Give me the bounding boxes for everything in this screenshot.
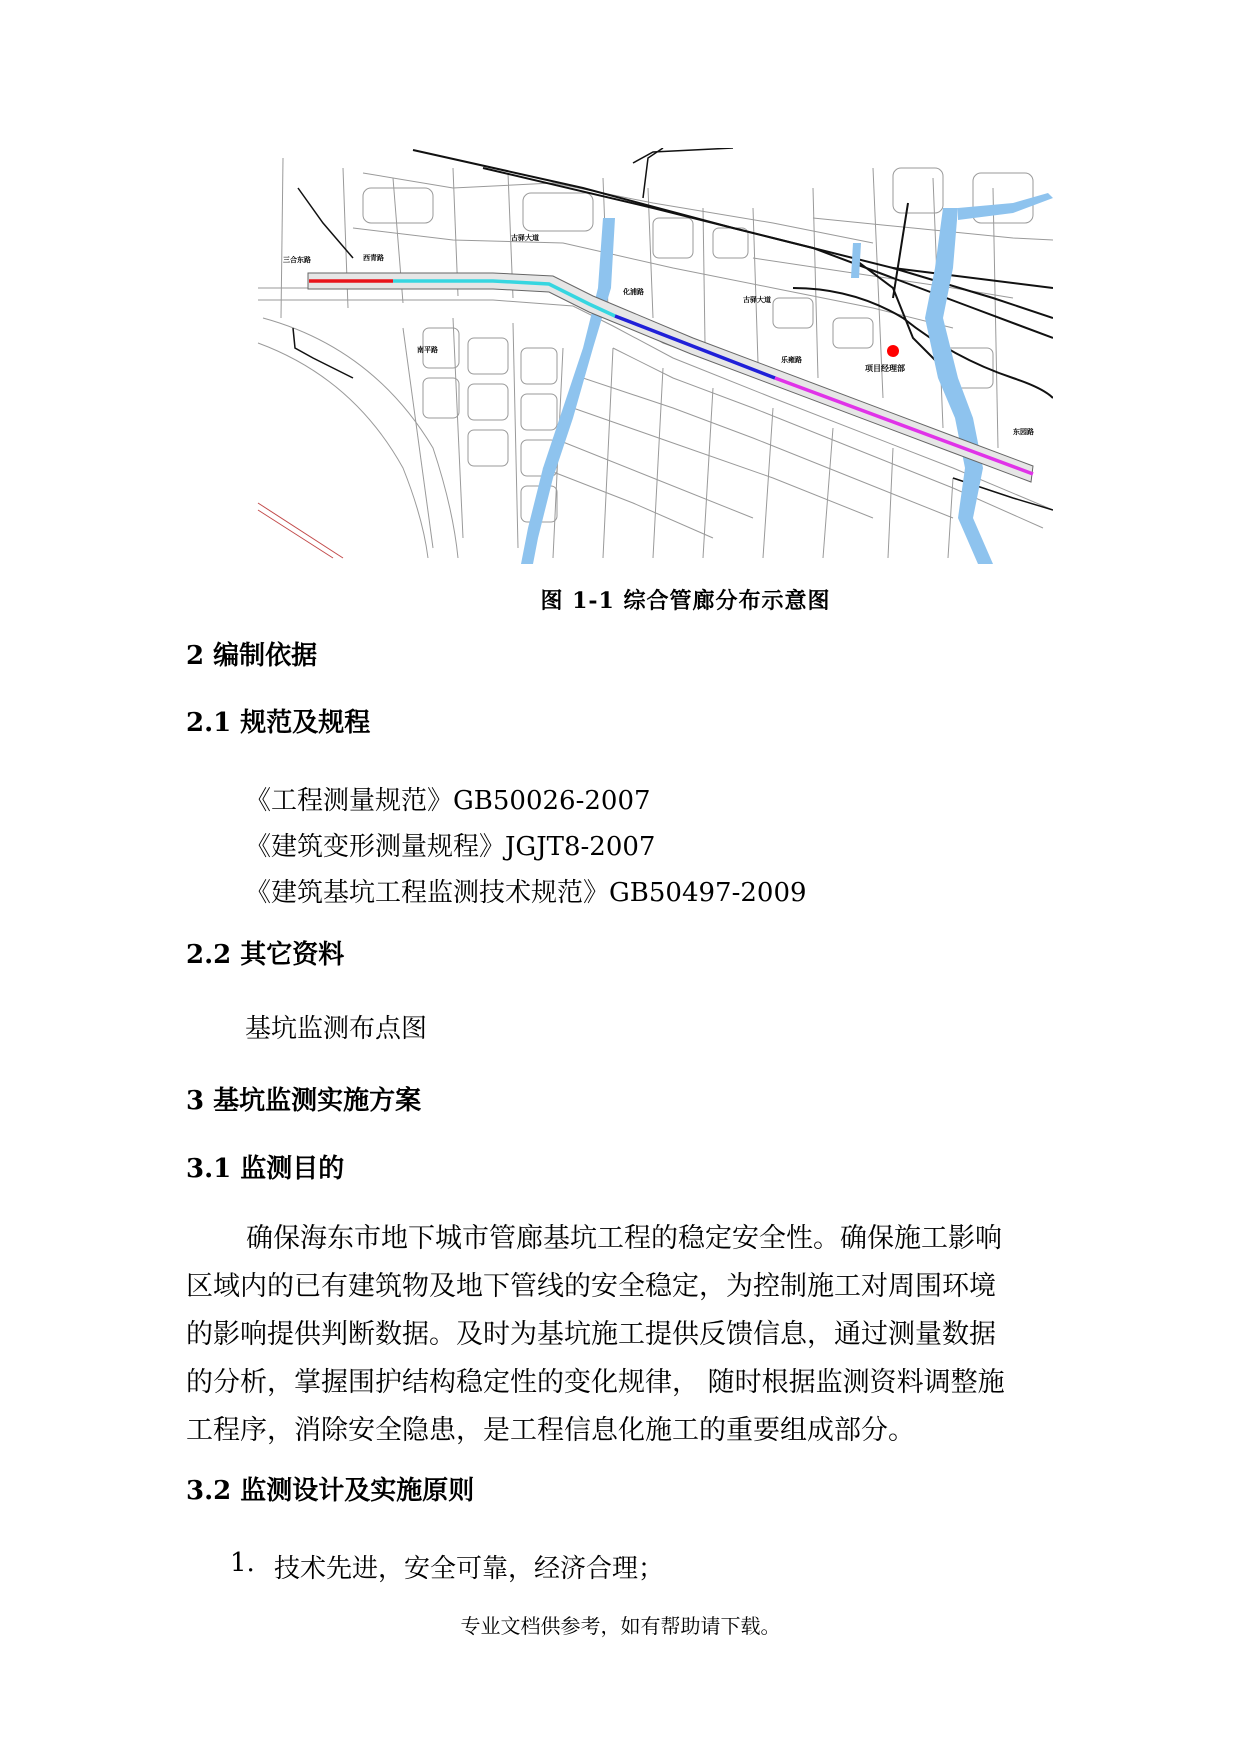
map-label-donghuan: 东园路 [1013,428,1034,436]
map-label-nanping: 南平路 [417,346,438,354]
purpose-line-1: 确保海东市地下城市管廊基坑工程的稳定安全性。确保施工影响 [246,1223,1002,1254]
principle-item-1: 技术先进，安全可靠，经济合理； [274,1554,665,1584]
section-3-2-heading: 3.2 监测设计及实施原则 [186,1476,475,1506]
figure-caption: 图 1-1 综合管廊分布示意图 [540,588,831,614]
river-stub [851,243,861,278]
reference-item-1: 《工程测量规范》GB50026-2007 [245,786,651,816]
purpose-paragraph [186,1215,1074,1455]
map-label-sanhe: 三合东路 [283,256,311,264]
pipe-gallery-route [308,273,1033,482]
section-3-heading: 3 基坑监测实施方案 [186,1086,422,1116]
map-label-guyi2: 古驿大道 [743,296,771,304]
map-label-huanpu: 化浦路 [623,288,644,296]
route-hatch-band [308,273,1033,482]
map-drawing [253,148,1053,564]
map-label-guyi1: 古驿大道 [511,234,539,242]
river-main [521,218,615,564]
pipe-gallery-map [253,148,1053,564]
map-label-project-office: 项目经理部 [865,364,905,373]
page-footer: 专业文档供参考，如有帮助请下载。 [460,1614,781,1638]
purpose-line-5: 工程序，消除安全隐患，是工程信息化施工的重要组成部分。 [186,1415,915,1446]
map-label-xiqin: 西青路 [363,254,384,262]
map-label-leyong: 乐雍路 [781,356,802,364]
purpose-line-4: 的分析，掌握围护结构稳定性的变化规律， 随时根据监测资料调整施 [186,1367,1005,1398]
principle-number: 1. [230,1548,255,1578]
project-office-marker [887,345,899,357]
section-2-heading: 2 编制依据 [186,641,318,671]
purpose-line-2: 区域内的已有建筑物及地下管线的安全稳定，为控制施工对周围环境 [186,1271,996,1302]
section-3-1-heading: 3.1 监测目的 [186,1154,345,1184]
purpose-line-3: 的影响提供判断数据。及时为基坑施工提供反馈信息，通过测量数据 [186,1319,996,1350]
reference-item-2: 《建筑变形测量规程》JGJT8-2007 [245,832,656,862]
section-2-2-heading: 2.2 其它资料 [186,940,345,970]
river-branch [958,193,1053,220]
reference-item-3: 《建筑基坑工程监测技术规范》GB50497-2009 [245,878,807,908]
other-material-item: 基坑监测布点图 [245,1014,428,1044]
section-2-1-heading: 2.1 规范及规程 [186,708,371,738]
route-segment-blue [615,316,775,378]
route-segment-magenta [775,378,1033,474]
